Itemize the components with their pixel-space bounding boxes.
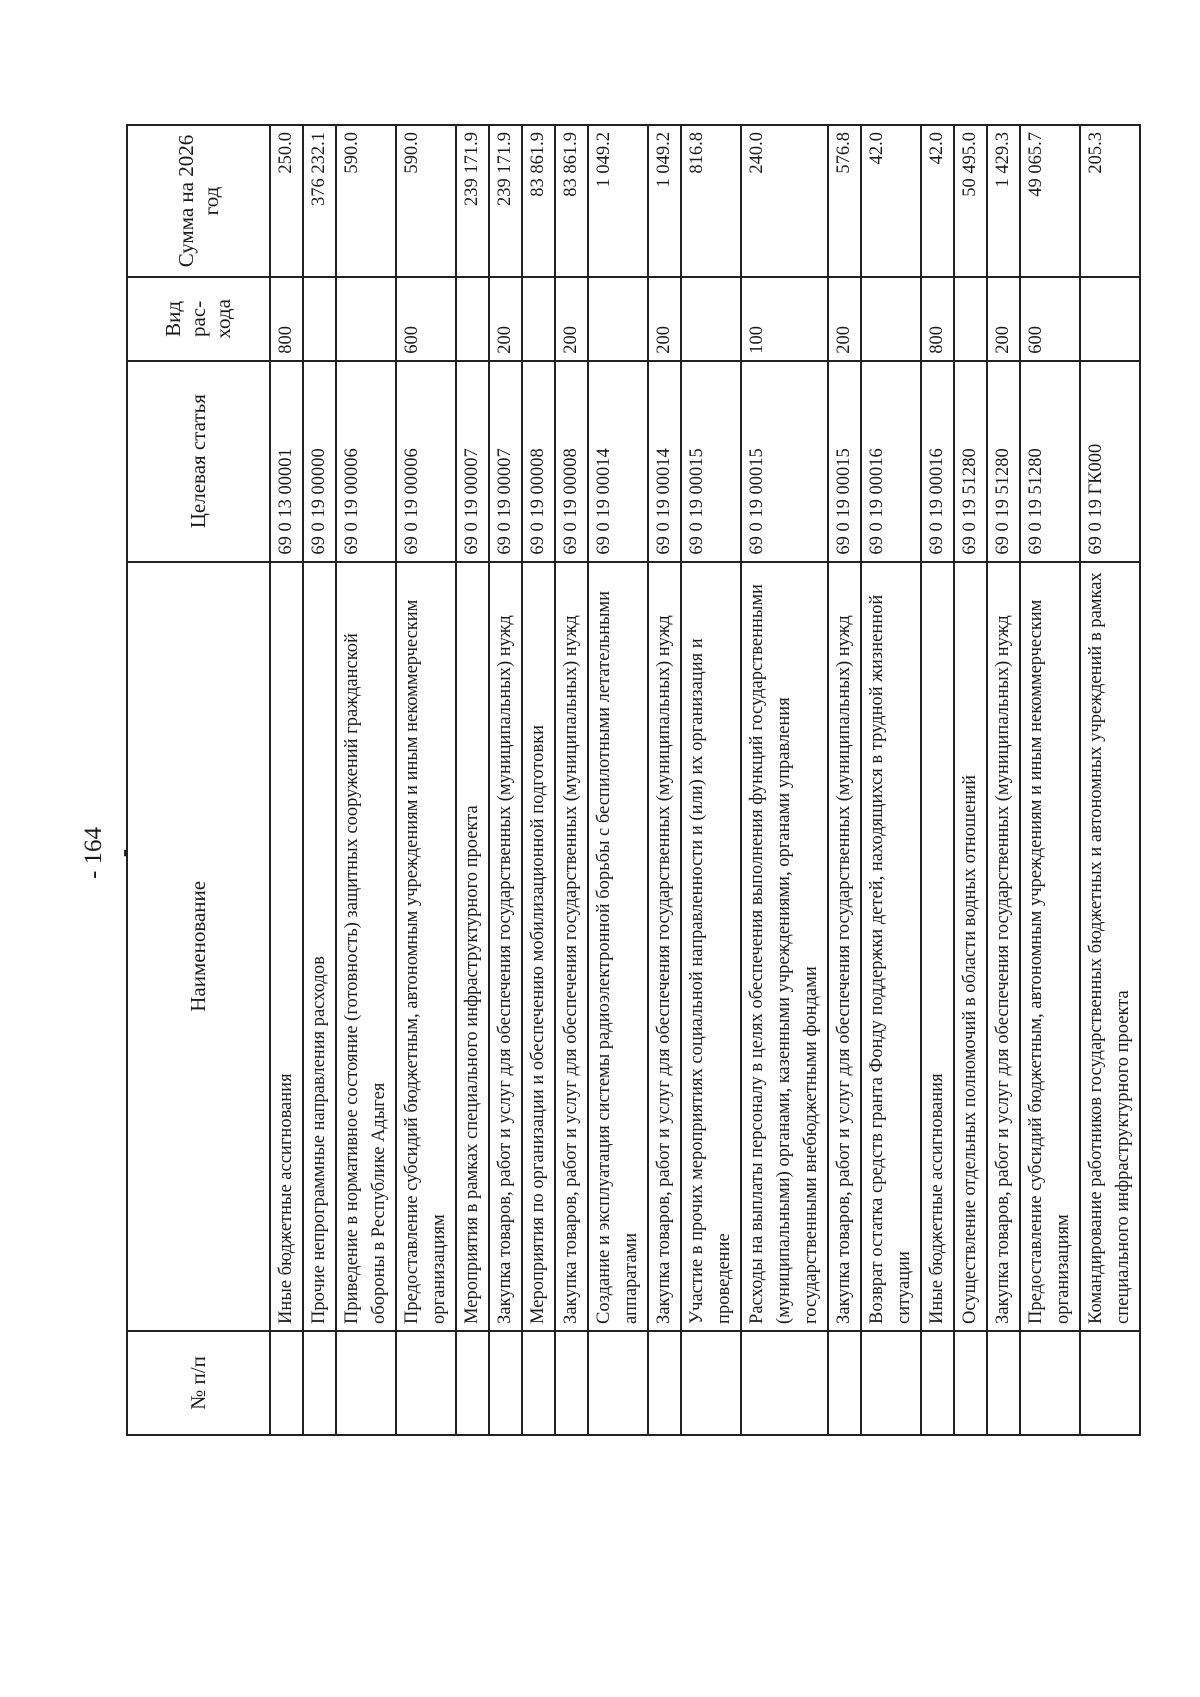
table-row [396, 125, 456, 1435]
table-row [522, 125, 555, 1435]
row-expense-type [456, 277, 489, 361]
row-number [396, 1331, 456, 1435]
table-row [489, 125, 522, 1435]
row-sum: 376 232.1 [303, 125, 336, 277]
row-sum: 1 049.2 [648, 125, 681, 277]
row-number [456, 1331, 489, 1435]
row-expense-type: 100 [741, 277, 828, 361]
row-name: Иные бюджетные ассигнования [270, 562, 303, 1331]
table-row [648, 125, 681, 1435]
row-number [555, 1331, 588, 1435]
row-sum: 816.8 [681, 125, 741, 277]
row-target-article: 69 0 19 00008 [555, 361, 588, 562]
row-number [828, 1331, 861, 1435]
row-number [1080, 1331, 1140, 1435]
row-target-article: 69 0 19 00015 [828, 361, 861, 562]
page-number: - 164 - [80, 826, 137, 880]
row-number [987, 1331, 1020, 1435]
row-name: Создание и эксплуатация системы радиоэлектронной борьбы с беспилотными летательными аппаратами [588, 562, 648, 1331]
row-sum: 205.3 [1080, 125, 1140, 277]
row-number [741, 1331, 828, 1435]
row-expense-type [588, 277, 648, 361]
row-expense-type: 600 [396, 277, 456, 361]
row-target-article: 69 0 19 00014 [648, 361, 681, 562]
row-name: Закупка товаров, работ и услуг для обеспечения государственных (муниципальных) нужд [555, 562, 588, 1331]
row-name: Расходы на выплаты персоналу в целях обеспечения выполнения функций государственными (муниципальными) органами, казенными учреждениями, органами управления государственными внебюджетными фондами [741, 562, 828, 1331]
table-row [921, 125, 954, 1435]
row-expense-type [861, 277, 921, 361]
header-sum-2026: Сумма на 2026 год [127, 125, 270, 277]
row-expense-type: 200 [555, 277, 588, 361]
table-row [1080, 125, 1140, 1435]
table-row [303, 125, 336, 1435]
row-target-article: 69 0 19 51280 [954, 361, 987, 562]
row-sum: 250.0 [270, 125, 303, 277]
row-name: Предоставление субсидий бюджетным, автономным учреждениям и иным некоммерческим организациям [1020, 562, 1080, 1331]
row-number [921, 1331, 954, 1435]
table-row [741, 125, 828, 1435]
header-name: Наименование [127, 562, 270, 1331]
header-target-article: Целевая статья [127, 361, 270, 562]
row-number [336, 1331, 396, 1435]
table-row [681, 125, 741, 1435]
row-target-article: 69 0 19 51280 [1020, 361, 1080, 562]
row-name: Закупка товаров, работ и услуг для обеспечения государственных (муниципальных) нужд [987, 562, 1020, 1331]
row-sum: 50 495.0 [954, 125, 987, 277]
row-sum: 83 861.9 [522, 125, 555, 277]
row-target-article: 69 0 19 00008 [522, 361, 555, 562]
row-sum: 49 065.7 [1020, 125, 1080, 277]
row-sum: 83 861.9 [555, 125, 588, 277]
table-row [588, 125, 648, 1435]
row-target-article: 69 0 19 51280 [987, 361, 1020, 562]
table-body [270, 125, 1140, 1435]
header-number: № п/п [127, 1331, 270, 1435]
row-sum: 42.0 [861, 125, 921, 277]
table-row [555, 125, 588, 1435]
row-target-article: 69 0 19 00014 [588, 361, 648, 562]
row-name: Командирование работников государственных бюджетных и автономных учреждений в рамках специального инфраструктурного проекта [1080, 562, 1140, 1331]
table-row [336, 125, 396, 1435]
rotated-table-wrapper [126, 124, 1133, 1436]
row-expense-type: 200 [489, 277, 522, 361]
row-name: Приведение в нормативное состояние (готовность) защитных сооружений гражданской обороны в Республике Адыгея [336, 562, 396, 1331]
row-expense-type: 800 [270, 277, 303, 361]
row-number [489, 1331, 522, 1435]
row-target-article: 69 0 19 00007 [456, 361, 489, 562]
table-row [1020, 125, 1080, 1435]
row-expense-type [954, 277, 987, 361]
row-name: Предоставление субсидий бюджетным, автономным учреждениям и иным некоммерческим организациям [396, 562, 456, 1331]
row-number [270, 1331, 303, 1435]
row-expense-type [522, 277, 555, 361]
row-target-article: 69 0 13 00001 [270, 361, 303, 562]
row-name: Закупка товаров, работ и услуг для обеспечения государственных (муниципальных) нужд [828, 562, 861, 1331]
row-name: Закупка товаров, работ и услуг для обеспечения государственных (муниципальных) нужд [648, 562, 681, 1331]
row-target-article: 69 0 19 00007 [489, 361, 522, 562]
row-target-article: 69 0 19 00016 [861, 361, 921, 562]
row-name: Иные бюджетные ассигнования [921, 562, 954, 1331]
row-sum: 590.0 [396, 125, 456, 277]
row-number [522, 1331, 555, 1435]
row-name: Осуществление отдельных полномочий в области водных отношений [954, 562, 987, 1331]
row-expense-type [303, 277, 336, 361]
row-target-article: 69 0 19 ГК000 [1080, 361, 1140, 562]
row-sum: 240.0 [741, 125, 828, 277]
table-row [954, 125, 987, 1435]
row-expense-type: 200 [828, 277, 861, 361]
budget-table [126, 124, 1141, 1436]
row-expense-type: 800 [921, 277, 954, 361]
table-row [861, 125, 921, 1435]
row-name: Мероприятия по организации и обеспечению мобилизационной подготовки [522, 562, 555, 1331]
row-number [681, 1331, 741, 1435]
row-expense-type [336, 277, 396, 361]
row-target-article: 69 0 19 00015 [741, 361, 828, 562]
table-header-row [127, 125, 270, 1435]
row-sum: 239 171.9 [456, 125, 489, 277]
row-name: Возврат остатка средств гранта Фонду поддержки детей, находящихся в трудной жизненной ситуации [861, 562, 921, 1331]
header-expense-type: Вид рас-хода [127, 277, 270, 361]
row-target-article: 69 0 19 00006 [396, 361, 456, 562]
row-sum: 239 171.9 [489, 125, 522, 277]
row-sum: 42.0 [921, 125, 954, 277]
row-name: Прочие непрограммные направления расходов [303, 562, 336, 1331]
row-number [648, 1331, 681, 1435]
row-sum: 590.0 [336, 125, 396, 277]
row-sum: 1 429.3 [987, 125, 1020, 277]
row-number [588, 1331, 648, 1435]
row-name: Участие в прочих мероприятиях социальной направленности и (или) их организация и проведение [681, 562, 741, 1331]
row-number [303, 1331, 336, 1435]
row-expense-type [1080, 277, 1140, 361]
table-row [270, 125, 303, 1435]
row-target-article: 69 0 19 00016 [921, 361, 954, 562]
row-expense-type: 200 [987, 277, 1020, 361]
row-sum: 576.8 [828, 125, 861, 277]
row-target-article: 69 0 19 00015 [681, 361, 741, 562]
row-name: Мероприятия в рамках специального инфраструктурного проекта [456, 562, 489, 1331]
row-target-article: 69 0 19 00006 [336, 361, 396, 562]
row-name: Закупка товаров, работ и услуг для обеспечения государственных (муниципальных) нужд [489, 562, 522, 1331]
row-sum: 1 049.2 [588, 125, 648, 277]
row-target-article: 69 0 19 00000 [303, 361, 336, 562]
row-expense-type [681, 277, 741, 361]
row-expense-type: 600 [1020, 277, 1080, 361]
row-expense-type: 200 [648, 277, 681, 361]
table-row [456, 125, 489, 1435]
row-number [954, 1331, 987, 1435]
row-number [861, 1331, 921, 1435]
table-row [987, 125, 1020, 1435]
row-number [1020, 1331, 1080, 1435]
table-row [828, 125, 861, 1435]
